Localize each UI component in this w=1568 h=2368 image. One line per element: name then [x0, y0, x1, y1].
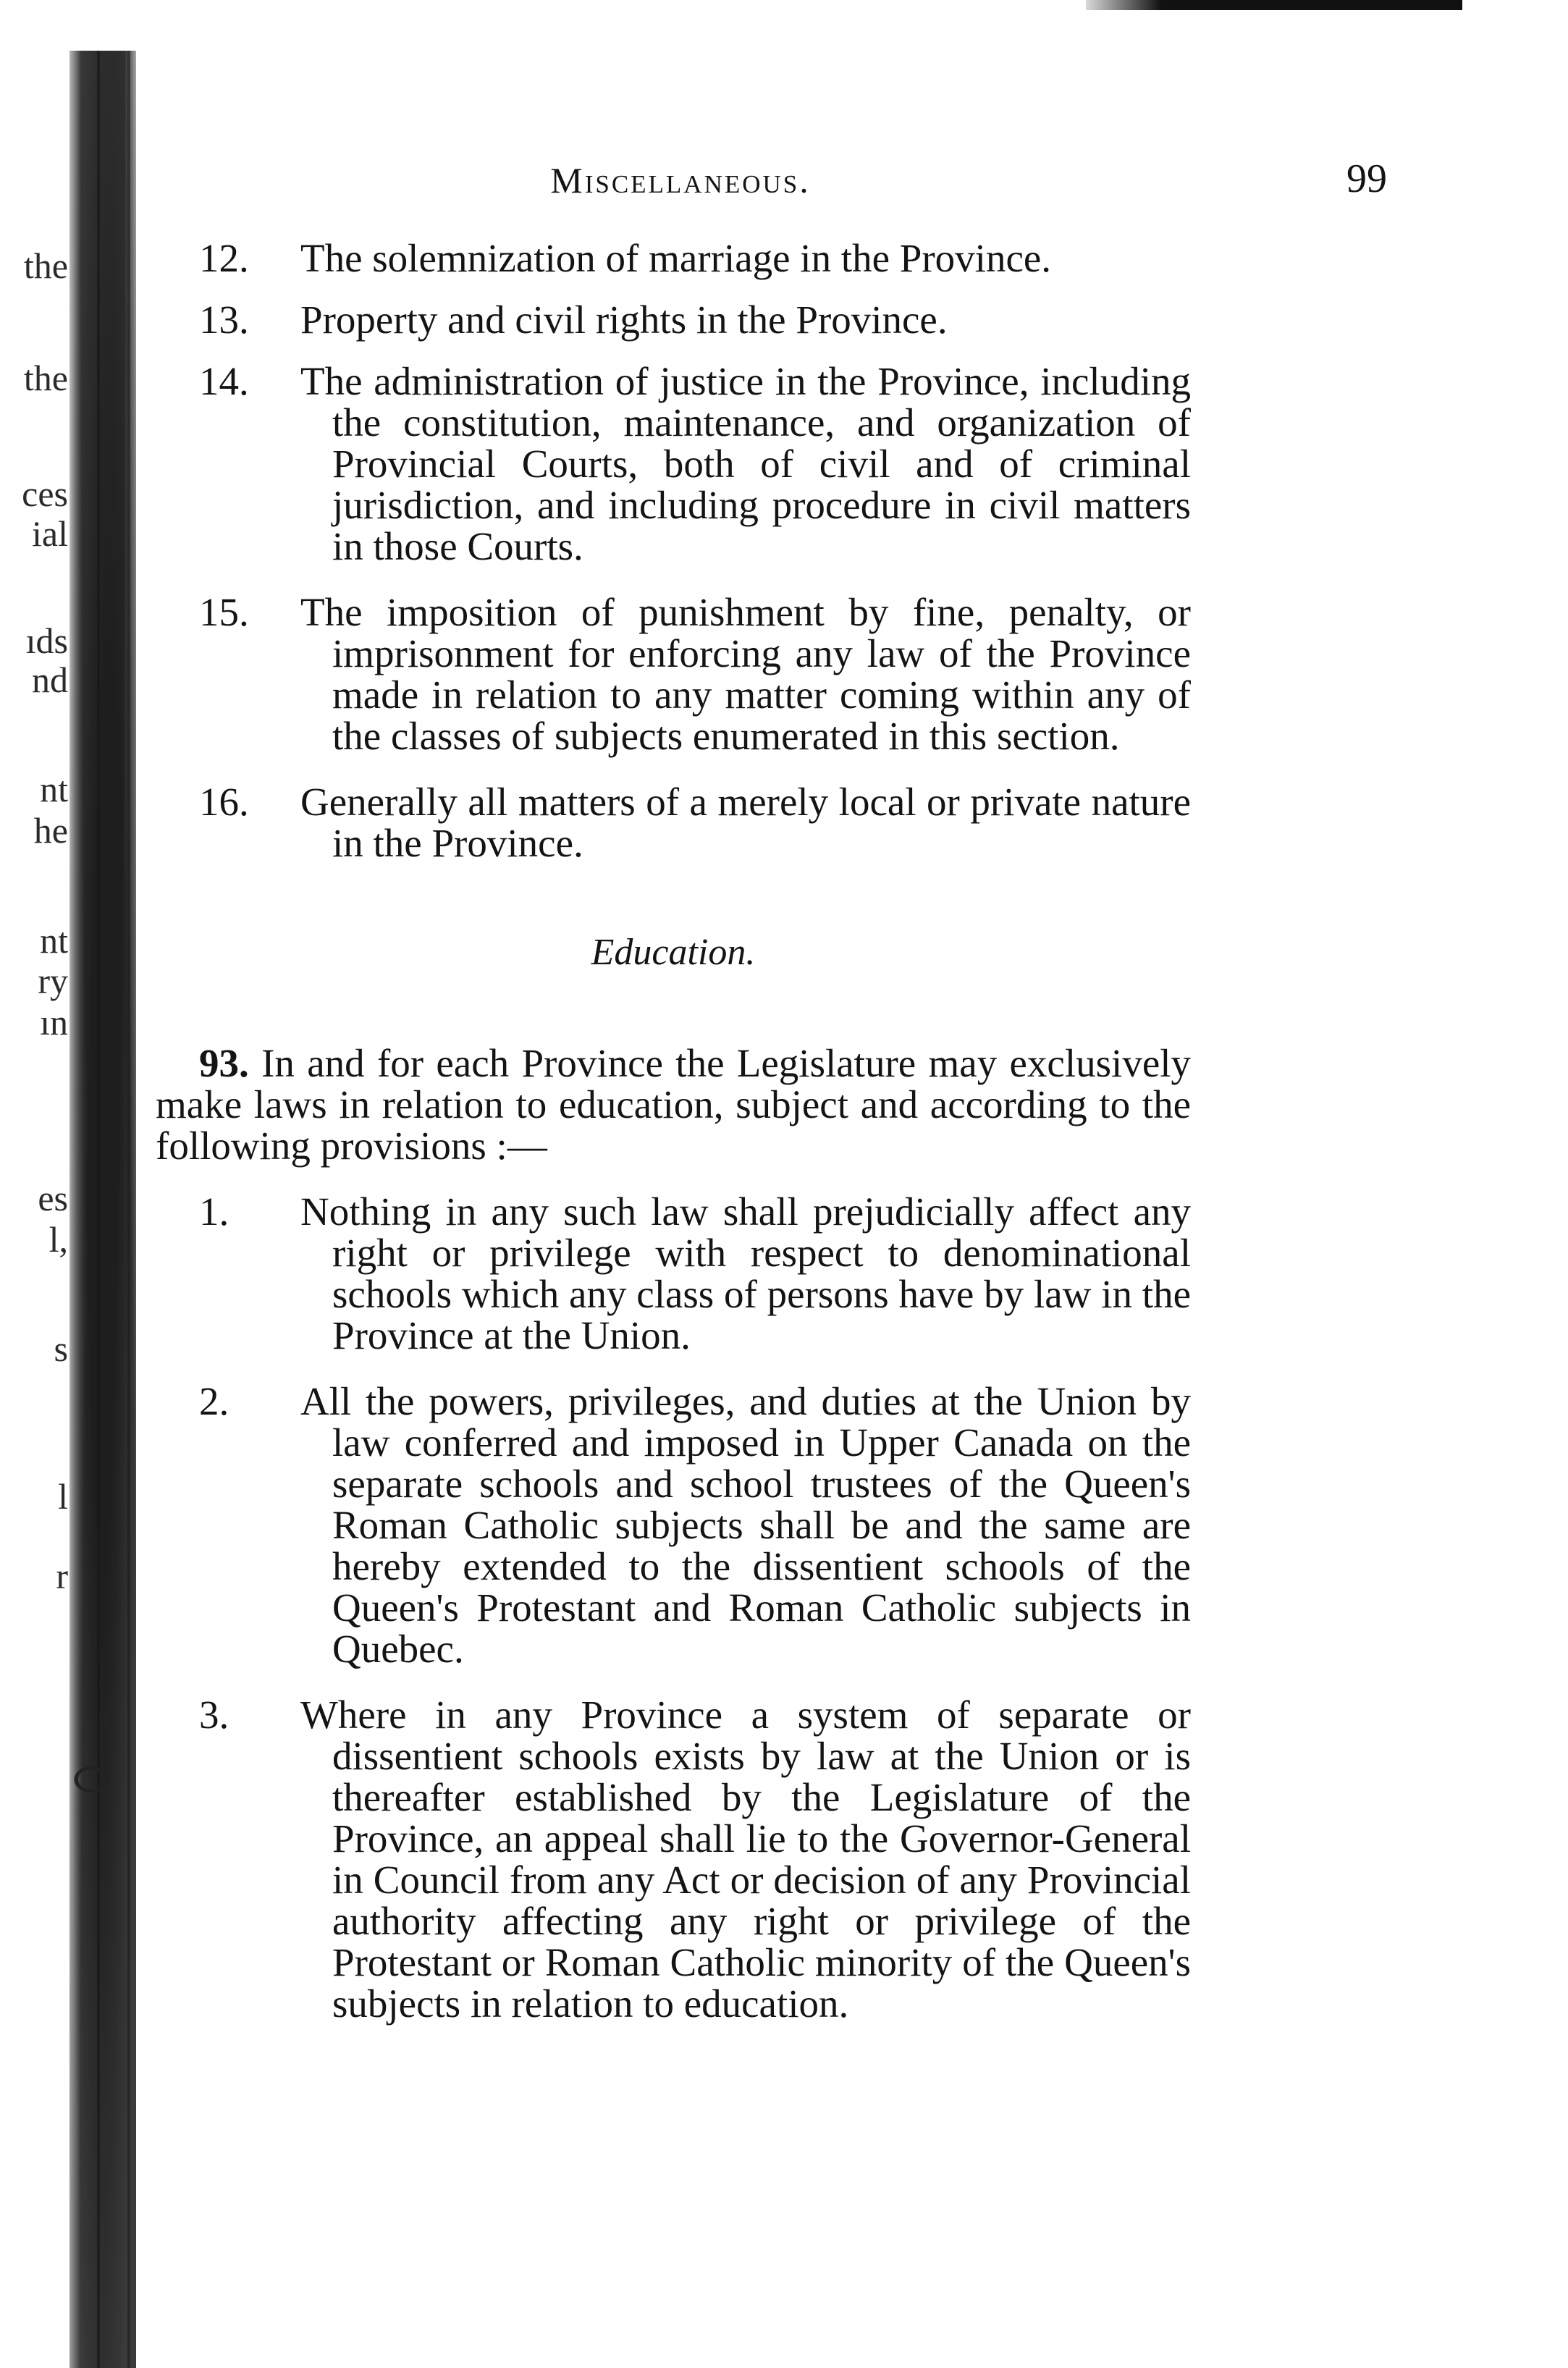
- margin-fragment: he: [33, 810, 68, 851]
- section-number: 93.: [199, 1041, 249, 1085]
- margin-fragment: l: [58, 1476, 68, 1517]
- list-item: [156, 591, 1191, 757]
- margin-fragment: the: [23, 358, 68, 398]
- item-text: The administration of justice in the Province, including the constitution, maintenance, and organization of Provincial Courts, both of civil and of criminal jurisdiction, and including procedure in civil matters in those Courts.: [300, 359, 1191, 568]
- item-text: Nothing in any such law shall prejudicially affect any right or privilege with respect to denominational schools which any class of persons have by law in the Province at the Union.: [300, 1189, 1191, 1357]
- list-item: [156, 1381, 1191, 1669]
- item-text: The imposition of punishment by fine, penalty, or imprisonment for enforcing any law of the Province made in relation to any matter coming within any of the classes of subjects enumerated in this section.: [300, 590, 1191, 758]
- previous-page-edge: [0, 0, 69, 2368]
- item-text: Property and civil rights in the Province.: [300, 298, 948, 342]
- page-number: 99: [1346, 156, 1387, 201]
- item-number: 2.: [199, 1379, 229, 1423]
- scan-top-rule: [1086, 0, 1462, 10]
- running-head: Miscellaneous.: [550, 160, 811, 201]
- section-text: In and for each Province the Legislature may exclusively make laws in relation to education, subject and according to the following provisions :—: [156, 1041, 1192, 1168]
- list-item: [156, 1694, 1191, 2024]
- margin-fragment: the: [23, 245, 68, 286]
- margin-fragment: ry: [38, 961, 68, 1001]
- item-text: Generally all matters of a merely local or private nature in the Province.: [300, 780, 1191, 865]
- binding-gutter: [69, 51, 136, 2368]
- list-item: [156, 237, 1191, 279]
- item-number: 1.: [199, 1189, 229, 1234]
- margin-fragment: l,: [49, 1219, 68, 1260]
- margin-fragment: ces: [22, 473, 68, 514]
- list-item: [156, 299, 1191, 340]
- margin-fragment: r: [56, 1556, 68, 1596]
- gutter-ring-mark: [75, 1766, 109, 1792]
- margin-fragment: es: [38, 1178, 68, 1218]
- item-text: Where in any Province a system of separate or dissentient schools exists by law at the Union or is thereafter established by the Legislature of the Province, an appeal shall lie to the Governor-General in Council from any Act or decision of any Provincial authority affecting any right or privilege of the Protestant or Roman Catholic minority of the Queen's subjects in relation to education.: [300, 1693, 1191, 2026]
- list-item: [156, 781, 1191, 864]
- margin-fragment: nd: [32, 660, 68, 700]
- margin-fragment: ın: [40, 1002, 68, 1042]
- margin-fragment: ial: [32, 513, 68, 554]
- section-heading: Education.: [591, 932, 756, 973]
- item-number: 3.: [199, 1693, 229, 1737]
- margin-fragment: ıds: [25, 620, 68, 661]
- item-number: 12.: [199, 236, 249, 280]
- margin-fragment: nt: [40, 920, 68, 961]
- item-number: 15.: [199, 590, 249, 634]
- page-body: [156, 237, 1191, 2024]
- list-item: [156, 361, 1191, 567]
- item-number: 16.: [199, 780, 249, 824]
- margin-fragment: s: [54, 1328, 68, 1369]
- section-paragraph: [156, 1042, 1191, 1166]
- item-number: 14.: [199, 359, 249, 403]
- margin-fragment: nt: [40, 769, 68, 809]
- item-text: The solemnization of marriage in the Province.: [300, 236, 1052, 280]
- list-item: [156, 1191, 1191, 1356]
- item-text: All the powers, privileges, and duties at the Union by law conferred and imposed in Upper Canada on the separate schools and school trustees of the Queen's Roman Catholic subjects shall be and the same are hereby extended to the dissentient schools of the Queen's Protestant and Roman Catholic subjects in Quebec.: [300, 1379, 1191, 1671]
- item-number: 13.: [199, 298, 249, 342]
